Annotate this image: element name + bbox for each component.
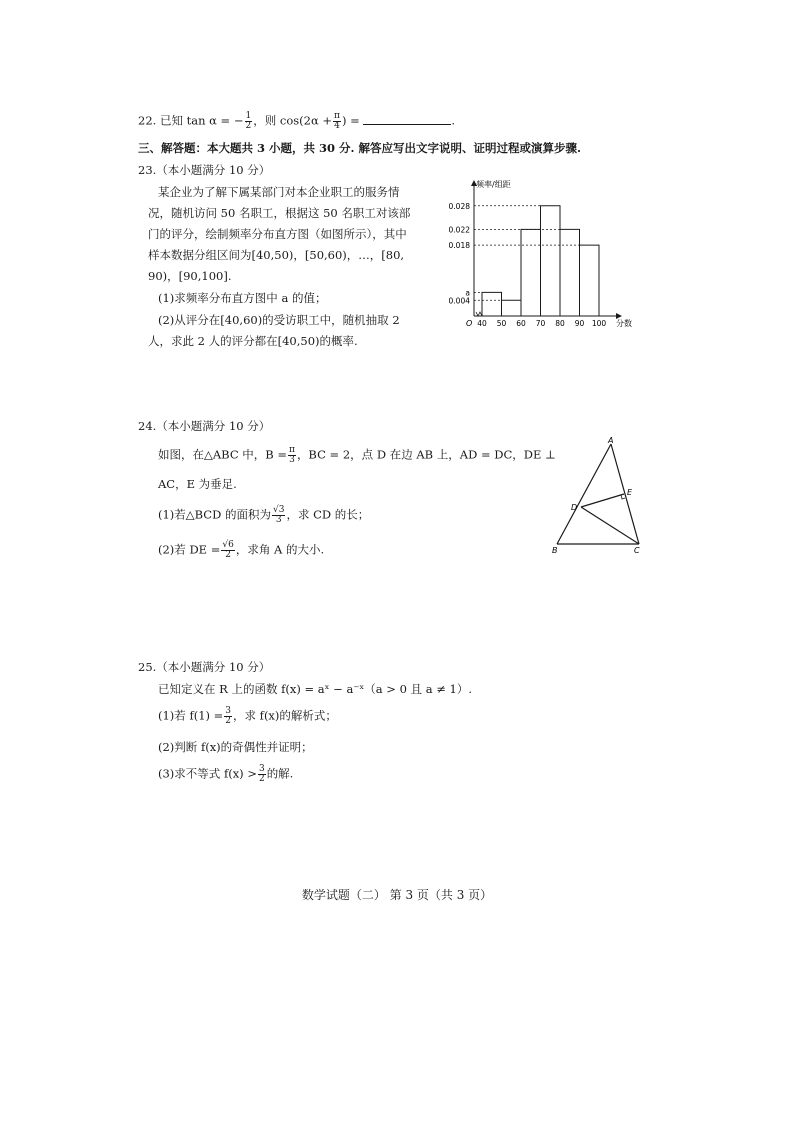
right-angle-mark bbox=[621, 495, 625, 499]
q25-line-1: 已知定义在 R 上的函数 f(x) = aˣ − a⁻ˣ（a > 0 且 a ≠ 1）. bbox=[158, 682, 472, 696]
q24-fraction-de: $\frac{√6}{2}$ bbox=[222, 540, 234, 560]
y-tick-label: 0.018 bbox=[448, 241, 470, 251]
q23-line: 90)，[90,100]. bbox=[148, 269, 232, 283]
x-tick-label: 100 bbox=[591, 319, 607, 328]
histogram-bar bbox=[521, 229, 541, 316]
axis-break-mark bbox=[476, 312, 482, 316]
y-tick-label: 0.004 bbox=[448, 296, 470, 306]
q25-line-2: (1)若 f(1) = $\frac{3}{2}$ ，求 f(x)的解析式； bbox=[158, 706, 337, 726]
label-a: A bbox=[608, 436, 614, 445]
y-tick-label: 0.022 bbox=[448, 225, 470, 235]
label-e: E bbox=[627, 488, 633, 497]
x-tick-label: 50 bbox=[496, 319, 507, 328]
histogram-bar bbox=[541, 206, 561, 316]
label-c: C bbox=[634, 546, 640, 555]
x-tick-label: 40 bbox=[477, 319, 487, 328]
question-22 bbox=[138, 112, 455, 131]
histogram-bar bbox=[560, 229, 580, 316]
q24-fraction-pi-3: $\frac{\pi}{3}$ bbox=[289, 445, 295, 465]
q23-line: (2)从评分在[40,60)的受访职工中，随机抽取 2 bbox=[158, 313, 400, 327]
q22-text-prefix: 22. 已知 tan α = − bbox=[138, 113, 244, 128]
label-b: B bbox=[552, 546, 558, 555]
q23-line: 样本数据分组区间为[40,50)，[50,60)，…，[80, bbox=[148, 248, 405, 262]
x-tick-label: 60 bbox=[516, 319, 526, 328]
q22-fraction-2: $\frac{\pi}{4}$ bbox=[334, 111, 340, 131]
edge-ab bbox=[557, 444, 611, 544]
q24-line-3: (1)若△BCD 的面积为 $\frac{√3}{3}$ ，求 CD 的长； bbox=[158, 505, 370, 525]
answer-blank[interactable] bbox=[363, 114, 451, 125]
page-footer: 数学试题（二） 第 3 页（共 3 页） bbox=[301, 888, 493, 902]
q23-line: 人，求此 2 人的评分都在[40,50)的概率. bbox=[148, 334, 358, 348]
y-tick-label: 0.028 bbox=[448, 201, 470, 211]
origin-label: O bbox=[466, 319, 473, 328]
q25-fraction-1: $\frac{3}{2}$ bbox=[225, 706, 232, 726]
q24-line-2: AC，E 为垂足. bbox=[158, 477, 237, 491]
x-tick-label: 90 bbox=[574, 319, 585, 328]
triangle-figure bbox=[548, 436, 648, 556]
q23-line: (1)求频率分布直方图中 a 的值； bbox=[158, 291, 327, 305]
q23-line: 况，随机访问 50 名职工，根据这 50 名职工对该部 bbox=[148, 206, 411, 220]
q24-line-1: 如图，在△ABC 中，B = $\frac{\pi}{3}$ ，BC = 2，点 D 在边 AB 上，AD = DC，DE ⊥ bbox=[158, 445, 556, 465]
q25-line-3: (2)判断 f(x)的奇偶性并证明； bbox=[158, 740, 313, 754]
q25-header: 25.（本小题满分 10 分） bbox=[138, 660, 271, 674]
frequency-histogram bbox=[438, 178, 648, 328]
q22-text-end: . bbox=[451, 113, 456, 128]
y-tick-label: a bbox=[465, 288, 470, 298]
q22-fraction-1: $\frac{1}{2}$ bbox=[245, 111, 252, 131]
q22-text-mid: ，则 cos(2α + bbox=[253, 113, 333, 128]
q24-fraction-area: $\frac{√3}{3}$ bbox=[272, 505, 285, 525]
section-3-heading: 三、解答题：本大题共 3 小题，共 30 分. 解答应写出文字说明、证明过程或演算步骤. bbox=[138, 141, 582, 155]
q22-text-suffix: ) = bbox=[341, 113, 360, 128]
histogram-bar bbox=[502, 300, 522, 316]
histogram-bar bbox=[580, 245, 600, 316]
q23-header: 23.（本小题满分 10 分） bbox=[138, 163, 271, 177]
x-axis-label: 分数 bbox=[616, 319, 632, 328]
label-d: D bbox=[571, 503, 578, 512]
q24-line-4: (2)若 DE = $\frac{√6}{2}$ ，求角 A 的大小. bbox=[158, 540, 325, 560]
q23-line: 某企业为了解下属某部门对本企业职工的服务情 bbox=[158, 185, 400, 199]
histogram-bar bbox=[482, 292, 502, 316]
x-tick-label: 70 bbox=[535, 319, 546, 328]
segment-de bbox=[581, 494, 624, 507]
q23-line: 门的评分，绘制频率分布直方图（如图所示），其中 bbox=[148, 227, 407, 241]
q25-fraction-2: $\frac{3}{2}$ bbox=[258, 764, 265, 784]
y-axis-label: 频率/组距 bbox=[476, 180, 511, 189]
x-tick-label: 80 bbox=[555, 319, 565, 328]
q24-header: 24.（本小题满分 10 分） bbox=[138, 419, 271, 433]
q25-line-4: (3)求不等式 f(x) > $\frac{3}{2}$ 的解. bbox=[158, 764, 294, 784]
